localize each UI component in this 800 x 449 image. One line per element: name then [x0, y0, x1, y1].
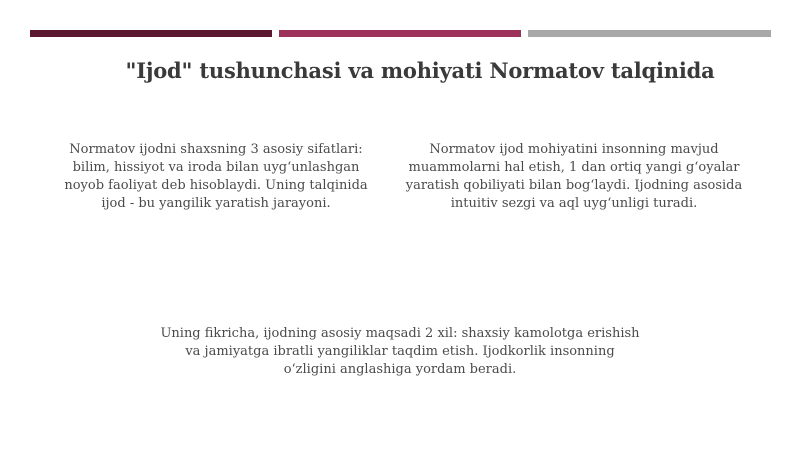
text-block-right: Normatov ijod mohiyatini insonning mavjud muammolarni hal etish, 1 dan ortiq yangi g‘oyalar yaratish qobiliyati bilan bog‘laydi. Ijodning asosida intuitiv sezgi va aql uyg‘unligi turadi.	[405, 142, 743, 211]
accent-bar-magenta	[279, 30, 521, 37]
accent-bar-dark-red	[30, 30, 272, 37]
text-block-bottom: Uning fikricha, ijodning asosiy maqsadi 2 xil: shaxsiy kamolotga erishish va jamiyatga ibratli yangiliklar taqdim etish. Ijodkorlik insonning o‘zligini anglashiga yordam beradi.	[160, 326, 640, 377]
text-block-left: Normatov ijodni shaxsning 3 asosiy sifatlari: bilim, hissiyot va iroda bilan uyg‘unlashgan noyob faoliyat deb hisoblaydi. Uning talqinida ijod - bu yangilik yaratish jarayoni.	[64, 142, 368, 211]
slide-title: "Ijod" tushunchasi va mohiyati Normatov talqinida	[125, 58, 715, 83]
accent-bar-gray	[528, 30, 771, 37]
